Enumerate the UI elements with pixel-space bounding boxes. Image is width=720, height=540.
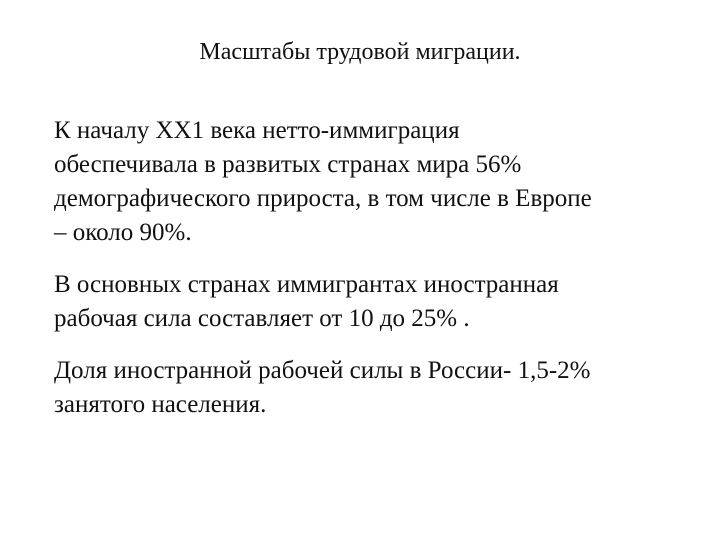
paragraph-foreign-workforce [54, 268, 674, 336]
slide-body [54, 114, 674, 440]
text-line: занятого населения. [54, 391, 267, 418]
text-line: обеспечивала в развитых странах мира 56% [54, 151, 522, 178]
paragraph-immigration-share [54, 114, 674, 250]
text-line: демографического прироста, в том числе в Европе [54, 185, 592, 212]
text-line: В основных странах иммигрантах иностранная [54, 271, 559, 298]
text-line: К началу XX1 века нетто-иммиграция [54, 117, 460, 144]
paragraph-russia-share [54, 354, 674, 422]
slide-title: Масштабы трудовой миграции. [199, 39, 521, 65]
text-line: – около 90%. [54, 219, 192, 246]
text-line: рабочая сила составляет от 10 до 25% . [54, 305, 470, 332]
text-line: Доля иностранной рабочей силы в России- 1,5-2% [54, 357, 591, 384]
